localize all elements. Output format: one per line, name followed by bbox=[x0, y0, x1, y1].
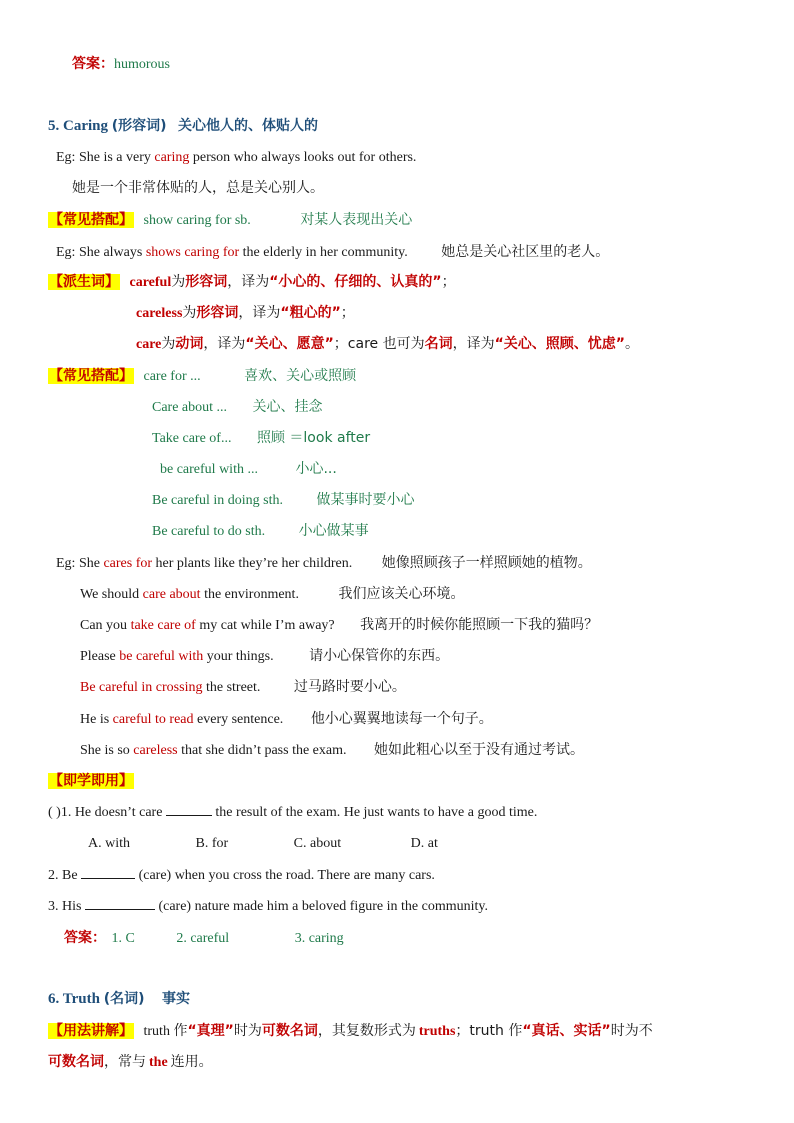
usage-tag: 【用法讲解】 bbox=[49, 1023, 133, 1039]
phrase-item: be careful with ... 小心... bbox=[160, 461, 337, 477]
question-1: ( )1. He doesn’t care the result of the exam. He just wants to have a good time. bbox=[48, 805, 538, 820]
option-d: D. at bbox=[410, 836, 438, 851]
question-2: 2. Be (care) when you cross the road. There are many cars. bbox=[48, 868, 435, 883]
phrase-item: Take care of... 照顾 ＝look after bbox=[152, 430, 371, 446]
section-5-word: 5. Caring bbox=[48, 118, 108, 134]
answer-blank[interactable] bbox=[85, 897, 155, 910]
phrase-item: Be careful to do sth. 小心做某事 bbox=[152, 523, 369, 539]
section-5-meaning: 关心他人的、体贴人的 bbox=[178, 118, 319, 134]
example-7: Be careful in crossing the street. 过马路时要小心。 bbox=[80, 679, 406, 695]
collocation-tag-2: 【常见搭配】 bbox=[49, 368, 133, 384]
section-6-heading bbox=[48, 989, 190, 1009]
highlight-word: caring bbox=[154, 150, 190, 165]
example-9: She is so careless that she didn’t pass the exam. 她如此粗心以至于没有通过考试。 bbox=[80, 742, 584, 758]
answer-blank[interactable] bbox=[166, 803, 212, 816]
derivative-3: care为动词，译为“关心、愿意”；care 也可为名词，译为“关心、照顾、忧虑”。 bbox=[136, 336, 639, 352]
collocation-1: 【常见搭配】 show caring for sb. 对某人表现出关心 bbox=[49, 212, 413, 228]
section-6-pos: (名词) bbox=[103, 991, 145, 1007]
option-c: C. about bbox=[293, 836, 342, 851]
practice-tag: 【即学即用】 bbox=[49, 773, 133, 789]
answer-label: 答案： bbox=[64, 930, 106, 946]
phrase-item: Be careful in doing sth. 做某事时要小心 bbox=[152, 492, 415, 508]
example-3: Eg: She cares for her plants like they’re her children. 她像照顾孩子一样照顾她的植物。 bbox=[56, 555, 592, 571]
usage-line-1: 【用法讲解】 truth 作“真理”时为可数名词，其复数形式为 truths；truth 作“真话、实话”时为不 bbox=[49, 1023, 653, 1039]
example-2: Eg: She always shows caring for the elderly in her community. 她总是关心社区里的老人。 bbox=[56, 244, 610, 260]
section-5-pos: (形容词) bbox=[111, 118, 167, 134]
collocation-tag: 【常见搭配】 bbox=[49, 212, 133, 228]
answer-line bbox=[72, 54, 170, 75]
example-5: Can you take care of my cat while I’m away? 我离开的时候你能照顾一下我的猫吗？ bbox=[80, 617, 599, 633]
example-1: Eg: She is a very caring person who always looks out for others. bbox=[56, 150, 417, 165]
example-8: He is careful to read every sentence. 他小心翼翼地读每一个句子。 bbox=[80, 711, 493, 727]
answer-blank[interactable] bbox=[81, 866, 135, 879]
derivative-tag: 【派生词】 bbox=[49, 274, 119, 290]
question-3: 3. His (care) nature made him a beloved figure in the community. bbox=[48, 899, 488, 914]
derivative-2: careless为形容词，译为“粗心的”； bbox=[136, 305, 355, 321]
practice-answers: 答案： 1. C 2. careful 3. caring bbox=[64, 930, 344, 946]
example-6: Please be careful with your things. 请小心保管你的东西。 bbox=[80, 648, 450, 664]
example-1-cn: 她是一个非常体贴的人，总是关心别人。 bbox=[72, 180, 324, 196]
section-5-heading bbox=[48, 116, 318, 136]
derivative-1: 【派生词】 careful为形容词，译为“小心的、仔细的、认真的”； bbox=[49, 274, 456, 290]
practice-heading bbox=[48, 771, 134, 792]
usage-line-2: 可数名词，常与 the 连用。 bbox=[48, 1054, 213, 1070]
phrase-item: Care about ... 关心、挂念 bbox=[152, 399, 323, 415]
option-b: B. for bbox=[195, 836, 229, 851]
option-a: A. with bbox=[88, 836, 130, 851]
answer-value: humorous bbox=[114, 57, 170, 72]
example-4: We should care about the environment. 我们应该关心环境。 bbox=[80, 586, 465, 602]
section-6-meaning: 事实 bbox=[162, 991, 191, 1007]
answer-label: 答案： bbox=[72, 56, 114, 72]
section-6-word: 6. Truth bbox=[48, 991, 100, 1007]
collocation-2: 【常见搭配】 care for ... 喜欢、关心或照顾 bbox=[49, 368, 357, 384]
question-1-options bbox=[88, 834, 438, 854]
